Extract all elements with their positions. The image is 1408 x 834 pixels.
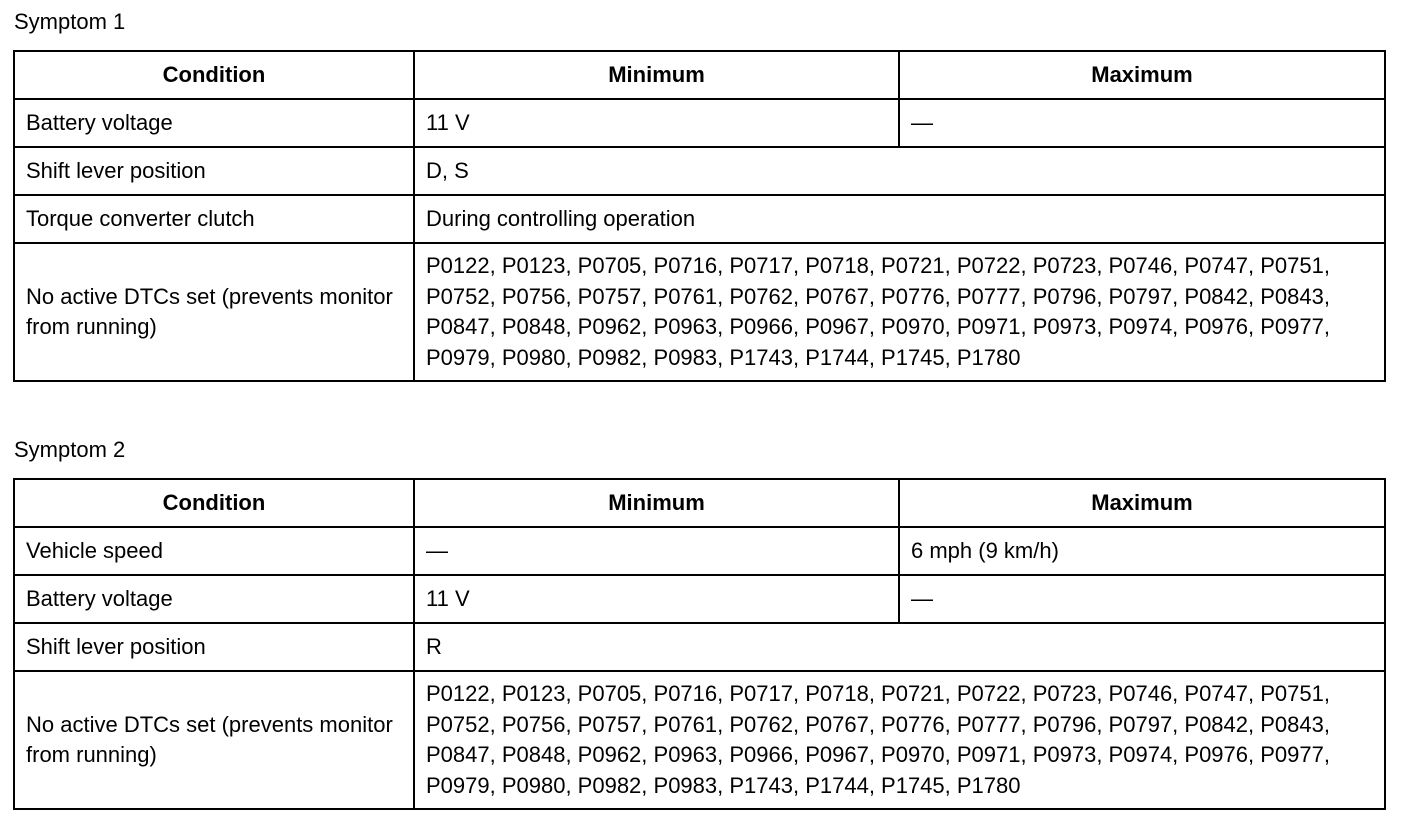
column-header-condition: Condition <box>14 479 414 527</box>
symptom-1-caption: Symptom 1 <box>14 9 126 34</box>
condition-cell: Vehicle speed <box>14 527 414 575</box>
value-cell: R <box>414 623 1385 671</box>
value-cell: During controlling operation <box>414 195 1385 243</box>
minimum-cell: 11 V <box>414 99 899 147</box>
table-row <box>14 147 1385 195</box>
column-header-maximum: Maximum <box>899 479 1385 527</box>
minimum-cell: — <box>414 527 899 575</box>
table-row <box>14 671 1385 809</box>
value-cell: D, S <box>414 147 1385 195</box>
condition-cell: Battery voltage <box>14 575 414 623</box>
header-row <box>14 479 1385 527</box>
minimum-cell: 11 V <box>414 575 899 623</box>
condition-cell: Shift lever position <box>14 623 414 671</box>
table-row <box>14 575 1385 623</box>
symptom-2-caption: Symptom 2 <box>14 437 126 462</box>
table-row <box>14 527 1385 575</box>
table-row <box>14 623 1385 671</box>
column-header-minimum: Minimum <box>414 479 899 527</box>
dtc-list-cell: P0122, P0123, P0705, P0716, P0717, P0718, P0721, P0722, P0723, P0746, P0747, P0751, P0752, P0756, P0757, P0761, P0762, P0767, P0776, P0777, P0796, P0797, P0842, P0843, P0847, P0848, P0962, P0963, P0966, P0967, P0970, P0971, P0973, P0974, P0976, P0977, P0979, P0980, P0982, P0983, P1743, P1744, P1745, P1780 <box>414 671 1385 809</box>
condition-cell: Battery voltage <box>14 99 414 147</box>
maximum-cell: 6 mph (9 km/h) <box>899 527 1385 575</box>
column-header-minimum: Minimum <box>414 51 899 99</box>
maximum-cell: — <box>899 575 1385 623</box>
table-row <box>14 195 1385 243</box>
column-header-condition: Condition <box>14 51 414 99</box>
column-header-maximum: Maximum <box>899 51 1385 99</box>
maximum-cell: — <box>899 99 1385 147</box>
dtc-list-cell: P0122, P0123, P0705, P0716, P0717, P0718, P0721, P0722, P0723, P0746, P0747, P0751, P0752, P0756, P0757, P0761, P0762, P0767, P0776, P0777, P0796, P0797, P0842, P0843, P0847, P0848, P0962, P0963, P0966, P0967, P0970, P0971, P0973, P0974, P0976, P0977, P0979, P0980, P0982, P0983, P1743, P1744, P1745, P1780 <box>414 243 1385 381</box>
condition-cell: No active DTCs set (prevents monitor from running) <box>14 243 414 381</box>
condition-cell: Shift lever position <box>14 147 414 195</box>
table-row <box>14 99 1385 147</box>
header-row <box>14 51 1385 99</box>
table-row <box>14 243 1385 381</box>
symptom-2-table <box>13 478 1386 810</box>
symptom-1-table <box>13 50 1386 382</box>
condition-cell: No active DTCs set (prevents monitor from running) <box>14 671 414 809</box>
condition-cell: Torque converter clutch <box>14 195 414 243</box>
